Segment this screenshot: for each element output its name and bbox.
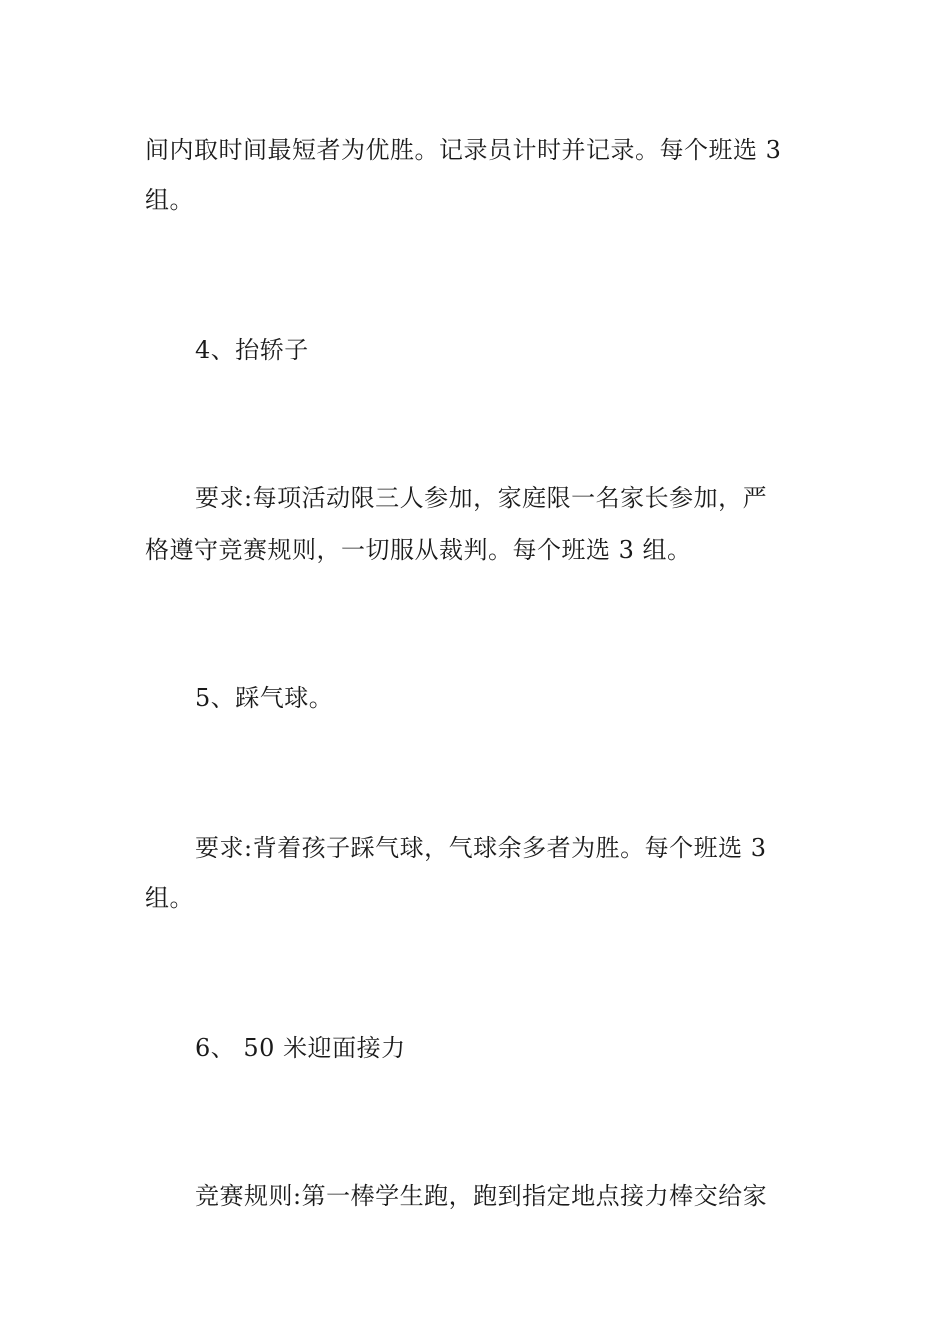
paragraph-line-5: 要求:背着孩子踩气球，气球余多者为胜。每个班选 3 [195,834,767,862]
paragraph-line-3: 要求:每项活动限三人参加，家庭限一名家长参加，严 [195,484,768,512]
paragraph-line-7: 竞赛规则:第一棒学生跑，跑到指定地点接力棒交给家 [195,1182,768,1210]
paragraph-line-6: 组。 [145,884,194,912]
heading-4: 4、抬轿子 [195,336,309,364]
paragraph-line-1: 间内取时间最短者为优胜。记录员计时并记录。每个班选 3 [145,136,782,164]
paragraph-line-4: 格遵守竞赛规则，一切服从裁判。每个班选 3 组。 [145,536,692,564]
heading-6: 6、 50 米迎面接力 [195,1034,406,1062]
heading-5: 5、踩气球。 [195,684,334,712]
paragraph-line-2: 组。 [145,186,194,214]
